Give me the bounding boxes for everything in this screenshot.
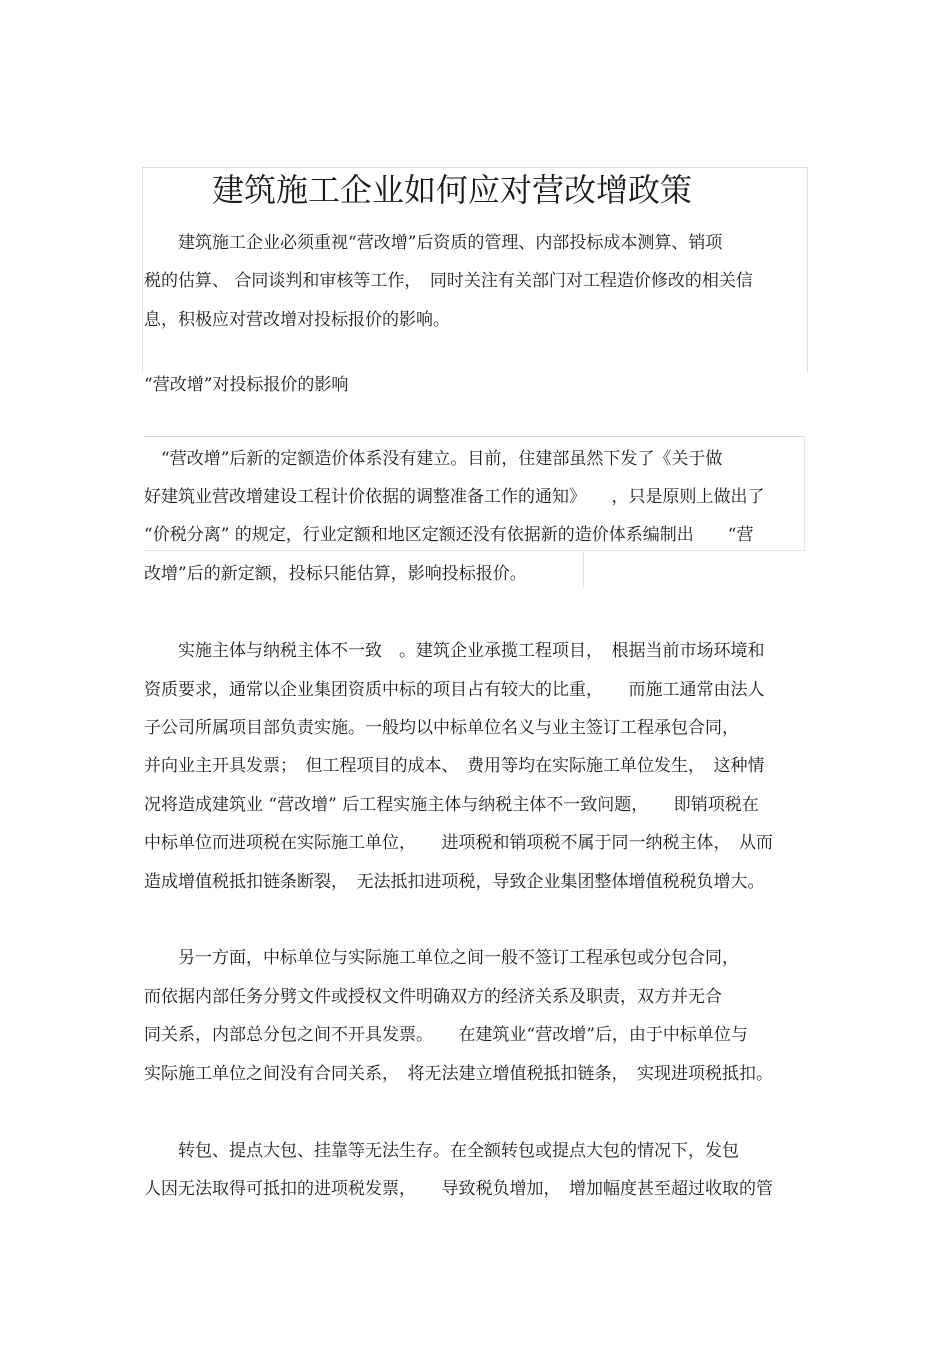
intro-line: 税的估算、 合同谈判和审核等工作， 同时关注有关部门对工程造价修改的相关信 xyxy=(144,271,753,291)
para3-line: 实际施工单位之间没有合同关系， 将无法建立增值税抵扣链条， 实现进项税抵扣。 xyxy=(144,1064,773,1084)
para1-line: “价税分离” 的规定，行业定额和地区定额还没有依据新的造价体系编制出 “营 xyxy=(144,525,754,545)
para2-line: 况将造成建筑业 “营改增” 后工程实施主体与纳税主体不一致问题， 即销项税在 xyxy=(144,795,759,815)
para1-line: “营改增”后新的定额造价体系没有建立。目前，住建部虽然下发了《关于做 xyxy=(144,449,723,469)
para2-line: 实施主体与纳税主体不一致 。建筑企业承揽工程项目， 根据当前市场环境和 xyxy=(144,641,765,661)
para1-line: 改增”后的新定额，投标只能估算，影响投标报价。 xyxy=(144,564,527,584)
para2-line: 并向业主开具发票； 但工程项目的成本、 费用等均在实际施工单位发生， 这种情 xyxy=(144,756,765,776)
frame-divider xyxy=(583,550,584,588)
intro-line: 息，积极应对营改增对投标报价的影响。 xyxy=(144,310,450,330)
para3-line: 同关系，内部总分包之间不开具发票。 在建筑业“营改增”后，由于中标单位与 xyxy=(144,1025,748,1045)
para4-line: 转包、提点大包、挂靠等无法生存。在全额转包或提点大包的情况下，发包 xyxy=(144,1141,739,1161)
para2-line: 资质要求，通常以企业集团资质中标的项目占有较大的比重， 而施工通常由法人 xyxy=(144,680,765,700)
para3-line: 而依据内部任务分劈文件或授权文件明确双方的经济关系及职责，双方并无合 xyxy=(144,987,722,1007)
para2-line: 造成增值税抵扣链条断裂， 无法抵扣进项税，导致企业集团整体增值税税负增大。 xyxy=(144,872,765,892)
para2-line: 子公司所属项目部负责实施。一般均以中标单位名义与业主签订工程承包合同， xyxy=(144,718,739,738)
para2-line: 中标单位而进项税在实际施工单位， 进项税和销项税不属于同一纳税主体， 从而 xyxy=(144,833,773,853)
para1-line: 好建筑业营改增建设工程计价依据的调整准备工作的通知》 ，只是原则上做出了 xyxy=(144,487,765,507)
section-heading: “营改增”对投标报价的影响 xyxy=(144,375,349,395)
para4-line: 人因无法取得可抵扣的进项税发票， 导致税负增加， 增加幅度甚至超过收取的管 xyxy=(144,1179,773,1199)
intro-line: 建筑施工企业必须重视“营改增”后资质的管理、内部投标成本测算、销项 xyxy=(144,233,723,253)
document-title: 建筑施工企业如何应对营改增政策 xyxy=(212,171,693,209)
para3-line: 另一方面，中标单位与实际施工单位之间一般不签订工程承包或分包合同， xyxy=(144,948,739,968)
